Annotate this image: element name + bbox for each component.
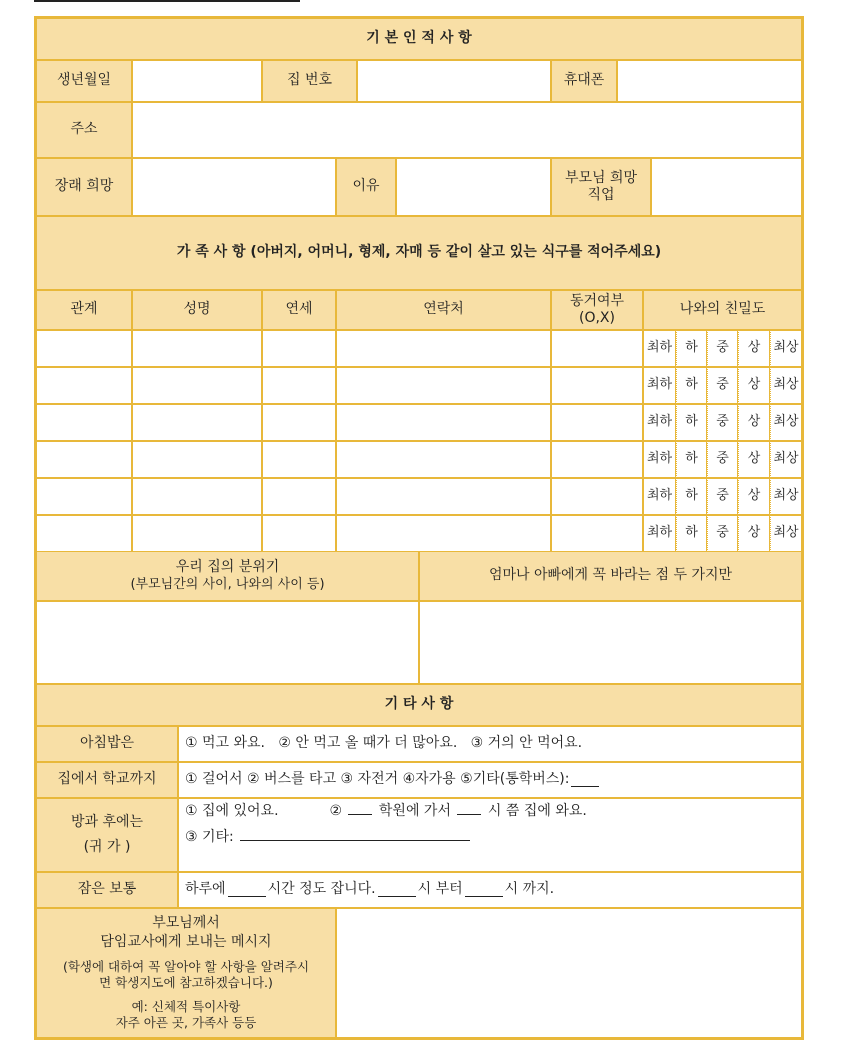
family-relation-cell[interactable] [36,367,132,404]
closeness-option[interactable]: 최상 [770,367,802,404]
family-age-cell[interactable] [262,367,336,404]
top-rule [34,0,300,2]
family-relation-cell[interactable] [36,330,132,367]
message-line1: 부모님께서 [152,915,220,932]
birth-label: 생년월일 [36,60,132,102]
etc-title: 기 타 사 항 [36,684,802,726]
family-name-cell[interactable] [132,404,262,441]
student-info-form [34,16,804,1040]
after-school-options[interactable] [178,798,802,872]
home-phone-field[interactable] [357,60,551,102]
after-school-label [36,798,178,872]
after-opt-2-end: 시 쯤 집에 와요. [487,803,587,819]
family-contact-cell[interactable] [336,330,551,367]
sleep-text-d: 시 까지. [504,881,555,898]
message-line3: (학생에 대하여 꼭 알아야 할 사항을 알려주시 [62,958,310,974]
col-name: 성명 [132,290,262,330]
after-row-2 [185,825,472,851]
commute-other-blank[interactable] [571,774,599,787]
message-line5: 예: 신체적 특이사항 [131,999,241,1015]
family-contact-cell[interactable] [336,515,551,552]
closeness-option[interactable]: 상 [738,367,770,404]
family-name-cell[interactable] [132,478,262,515]
return-time-blank[interactable] [457,802,481,815]
closeness-option[interactable]: 최하 [643,515,676,552]
message-line2: 담임교사에게 보내는 메시지 [100,933,272,950]
family-live-cell[interactable] [551,478,643,515]
col-live-line1: 동거여부 [569,292,625,309]
home-mood-line1: 우리 집의 분위기 [175,559,280,576]
family-live-cell[interactable] [551,441,643,478]
closeness-option[interactable]: 중 [707,404,738,441]
future-label: 장래 희망 [36,158,132,216]
home-mood-line2: (부모님간의 사이, 나와의 사이 등) [130,576,325,592]
closeness-option[interactable]: 최상 [770,515,802,552]
parent-wish-field[interactable] [651,158,802,216]
family-age-cell[interactable] [262,515,336,552]
closeness-option[interactable]: 최상 [770,330,802,367]
after-label-line2: (귀 가 ) [83,839,131,855]
sleep-info[interactable] [178,872,802,908]
closeness-option[interactable]: 중 [707,330,738,367]
closeness-option[interactable]: 최하 [643,441,676,478]
closeness-option[interactable]: 중 [707,441,738,478]
closeness-option[interactable]: 최상 [770,404,802,441]
family-contact-cell[interactable] [336,404,551,441]
col-age: 연세 [262,290,336,330]
future-field[interactable] [132,158,336,216]
birth-field[interactable] [132,60,262,102]
family-title: 가 족 사 항 (아버지, 어머니, 형제, 자매 등 같이 살고 있는 식구를 적어주세요) [36,216,802,290]
breakfast-options[interactable]: ① 먹고 와요. ② 안 먹고 올 때가 더 많아요. ③ 거의 안 먹어요. [178,726,802,762]
closeness-option[interactable]: 중 [707,478,738,515]
after-other-blank[interactable] [240,828,470,841]
after-opt-2-num: ② [329,803,342,819]
parent-wish-header: 엄마나 아빠에게 꼭 바라는 점 두 가지만 [419,551,802,601]
academy-blank[interactable] [348,802,372,815]
parent-wish-label [551,158,651,216]
commute-label: 집에서 학교까지 [36,762,178,798]
sleep-text-b: 시간 정도 잡니다. [267,881,376,898]
family-name-cell[interactable] [132,515,262,552]
family-name-cell[interactable] [132,441,262,478]
closeness-option[interactable]: 하 [676,404,707,441]
col-contact: 연락처 [336,290,551,330]
sleep-hours-blank[interactable] [228,884,266,897]
address-field[interactable] [132,102,802,158]
closeness-option[interactable]: 상 [738,515,770,552]
closeness-option[interactable]: 하 [676,515,707,552]
reason-field[interactable] [396,158,551,216]
address-label: 주소 [36,102,132,158]
family-live-cell[interactable] [551,330,643,367]
family-relation-cell[interactable] [36,515,132,552]
closeness-option[interactable]: 상 [738,330,770,367]
sleep-from-blank[interactable] [378,884,416,897]
message-label [36,908,336,1038]
col-live-together [551,290,643,330]
sleep-to-blank[interactable] [465,884,503,897]
breakfast-label: 아침밥은 [36,726,178,762]
family-age-cell[interactable] [262,404,336,441]
family-live-cell[interactable] [551,404,643,441]
after-row-1 [185,799,587,825]
family-live-cell[interactable] [551,367,643,404]
family-age-cell[interactable] [262,478,336,515]
parent-wish-line2: 직업 [587,187,615,203]
closeness-option[interactable]: 하 [676,478,707,515]
commute-options[interactable] [178,762,802,798]
closeness-option[interactable]: 최상 [770,441,802,478]
parent-wish-field[interactable] [419,601,802,684]
mobile-field[interactable] [617,60,802,102]
family-name-cell[interactable] [132,367,262,404]
after-opt-3: ③ 기타: [185,828,234,845]
family-age-cell[interactable] [262,330,336,367]
message-field[interactable] [336,908,802,1038]
closeness-option[interactable]: 최하 [643,367,676,404]
closeness-option[interactable]: 상 [738,404,770,441]
closeness-option[interactable]: 상 [738,478,770,515]
home-mood-field[interactable] [36,601,419,684]
commute-text: ① 걸어서 ② 버스를 타고 ③ 자전거 ④자가용 ⑤기타(통학버스): [185,771,570,788]
family-live-cell[interactable] [551,515,643,552]
home-mood-header [36,551,419,601]
closeness-option[interactable]: 최하 [643,330,676,367]
closeness-option[interactable]: 하 [676,367,707,404]
family-relation-cell[interactable] [36,404,132,441]
home-phone-label: 집 번호 [262,60,357,102]
family-age-cell[interactable] [262,441,336,478]
after-opt-1: ① 집에 있어요. [185,803,279,819]
closeness-option[interactable]: 최하 [643,404,676,441]
closeness-option[interactable]: 최상 [770,478,802,515]
basic-info-title: 기 본 인 적 사 항 [36,18,802,60]
closeness-option[interactable]: 상 [738,441,770,478]
closeness-option[interactable]: 하 [676,441,707,478]
sleep-label: 잠은 보통 [36,872,178,908]
after-opt-2-text: 학원에 가서 [378,803,451,819]
closeness-option[interactable]: 중 [707,367,738,404]
mobile-label: 휴대폰 [551,60,617,102]
family-relation-cell[interactable] [36,441,132,478]
message-line4: 면 학생지도에 참고하겠습니다.) [99,974,273,990]
sleep-text-c: 시 부터 [417,881,463,898]
family-contact-cell[interactable] [336,478,551,515]
family-relation-cell[interactable] [36,478,132,515]
sleep-text-a: 하루에 [185,881,226,898]
reason-label: 이유 [336,158,396,216]
parent-wish-line1: 부모님 희망 [564,169,638,186]
family-contact-cell[interactable] [336,441,551,478]
family-name-cell[interactable] [132,330,262,367]
message-line6: 자주 아픈 곳, 가족사 등등 [115,1015,257,1031]
closeness-option[interactable]: 최하 [643,478,676,515]
col-closeness: 나와의 친밀도 [643,290,802,330]
after-label-line1: 방과 후에는 [70,813,144,830]
closeness-option[interactable]: 하 [676,330,707,367]
closeness-option[interactable]: 중 [707,515,738,552]
col-relation: 관계 [36,290,132,330]
family-contact-cell[interactable] [336,367,551,404]
col-live-line2: (O,X) [579,310,615,326]
